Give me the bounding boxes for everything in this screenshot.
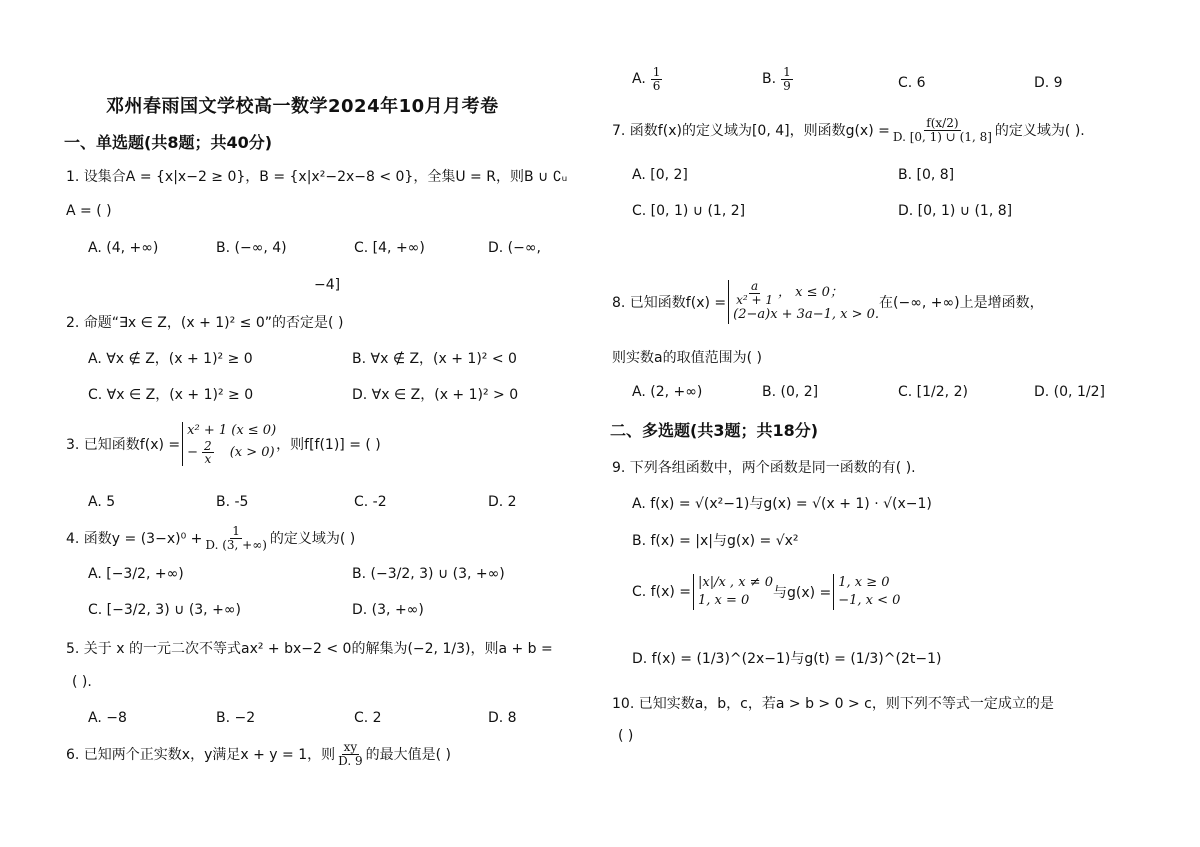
question-9-c-f-piecewise: |x|/x , x ≠ 0 1, x = 0 xyxy=(693,574,773,609)
question-3-suffix: ，则f[f(1)] = ( ) xyxy=(276,437,381,453)
question-1-option-b: B. (−∞, 4) xyxy=(216,240,287,256)
question-6-option-c: C. 6 xyxy=(898,75,926,91)
question-3-case-2-cond: (x > 0) xyxy=(229,444,275,460)
question-3-case-2-den: x xyxy=(204,452,212,467)
question-7-suffix: 的定义域为( ). xyxy=(994,123,1085,139)
question-8-suffix: 在(−∞, +∞)上是增函数， xyxy=(879,295,1044,311)
question-4-option-b: B. (−3/2, 3) ∪ (3, +∞) xyxy=(352,566,505,582)
question-5-option-b: B. −2 xyxy=(216,710,256,726)
question-7-stem xyxy=(612,108,1085,152)
question-1-option-d-cont: −4] xyxy=(314,277,341,293)
question-7-den: D. [0, 1) ∪ (1, 8] xyxy=(892,129,992,144)
question-9-option-d: D. f(x) = (1/3)^(2x−1)与g(t) = (1/3)^(2t−1) xyxy=(632,651,942,667)
question-8-prefix: 8. 已知函数f(x) = xyxy=(612,295,727,311)
question-4-option-d: D. (3, +∞) xyxy=(352,602,424,618)
question-7-option-a: A. [0, 2] xyxy=(632,167,688,183)
question-1-option-a: A. (4, +∞) xyxy=(88,240,159,256)
question-6-prefix: 6. 已知两个正实数x，y满足x + y = 1，则 xyxy=(66,747,336,763)
question-9-option-b: B. f(x) = |x|与g(x) = √x² xyxy=(632,533,799,549)
question-3-case-1: x² + 1 (x ≤ 0) xyxy=(187,423,277,439)
question-2-stem: 2. 命题“∃x ∈ Z，(x + 1)² ≤ 0”的否定是( ) xyxy=(66,315,344,331)
question-9-option-a: A. f(x) = √(x²−1)与g(x) = √(x + 1) · √(x−1) xyxy=(632,496,932,512)
question-3-option-d: D. 2 xyxy=(488,494,517,510)
question-1-stem: 1. 设集合A = {x|x−2 ≥ 0}，B = {x|x²−2x−8 < 0}，全集U = R，则B ∪ ∁ᵤ xyxy=(66,169,568,185)
section-heading-single-choice: 一、单选题(共8题；共40分) xyxy=(64,133,273,152)
question-6-suffix: 的最大值是( ) xyxy=(365,747,451,763)
question-4-prefix: 4. 函数y = (3−x)⁰ + xyxy=(66,531,203,547)
question-8-stem-cont: 则实数a的取值范围为( ) xyxy=(612,350,762,366)
question-3-option-c: C. -2 xyxy=(354,494,387,510)
question-7-option-d: D. [0, 1) ∪ (1, 8] xyxy=(898,203,1013,219)
question-2-option-b: B. ∀x ∉ Z，(x + 1)² < 0 xyxy=(352,351,517,367)
question-5-option-c: C. 2 xyxy=(354,710,382,726)
question-1-option-d: D. (−∞, xyxy=(488,240,541,256)
question-5-option-d: D. 8 xyxy=(488,710,517,726)
question-3-case-2-num: 2 xyxy=(204,438,212,453)
question-8-stem xyxy=(612,270,1044,334)
page-title: 邓州春雨国文学校高一数学2024年10月月考卷 xyxy=(106,96,499,117)
question-7-option-b: B. [0, 8] xyxy=(898,167,955,183)
question-4-option-a: A. [−3/2, +∞) xyxy=(88,566,184,582)
question-5-option-a: A. −8 xyxy=(88,710,127,726)
question-1-stem-cont: A = ( ) xyxy=(66,203,112,219)
question-6-option-b: B. $\frac{1}{9}$ xyxy=(762,65,791,93)
question-6-option-d: D. 9 xyxy=(1034,75,1063,91)
question-2-option-c: C. ∀x ∈ Z，(x + 1)² ≥ 0 xyxy=(88,387,254,403)
question-2-option-a: A. ∀x ∉ Z，(x + 1)² ≥ 0 xyxy=(88,351,253,367)
question-4-option-c: C. [−3/2, 3) ∪ (3, +∞) xyxy=(88,602,241,618)
question-7-prefix: 7. 函数f(x)的定义域为[0, 4]，则函数g(x) = xyxy=(612,123,890,139)
question-8-piecewise xyxy=(728,280,879,324)
question-8-option-d: D. (0, 1/2] xyxy=(1034,384,1105,400)
question-3-stem xyxy=(66,416,381,472)
section-heading-multi-choice: 二、多选题(共3题；共18分) xyxy=(610,421,819,440)
question-7-num: f(x/2) xyxy=(926,115,959,130)
question-8-case-1-cond: ， x ≤ 0； xyxy=(778,285,843,301)
question-6-option-a: A. $\frac{1}{6}$ xyxy=(632,65,661,93)
question-3-option-a: A. 5 xyxy=(88,494,116,510)
question-8-case-2: (2−a)x + 3a−1, x > 0. xyxy=(733,307,880,323)
question-10-stem-cont: ( ) xyxy=(618,728,634,744)
question-4-suffix: 的定义域为( ) xyxy=(269,531,356,547)
question-8-option-a: A. (2, +∞) xyxy=(632,384,703,400)
question-10-stem: 10. 已知实数a，b，c，若a > b > 0 > c，则下列不等式一定成立的是 xyxy=(612,696,1054,712)
question-3-prefix: 3. 已知函数f(x) = xyxy=(66,437,181,453)
question-7-option-c: C. [0, 1) ∪ (1, 2] xyxy=(632,203,746,219)
question-1-option-c: C. [4, +∞) xyxy=(354,240,425,256)
question-5-stem: 5. 关于 x 的一元二次不等式ax² + bx−2 < 0的解集为(−2, 1/3)，则a + b = xyxy=(66,641,553,657)
question-8-option-b: B. (0, 2] xyxy=(762,384,819,400)
question-6-den: D. 9 xyxy=(338,753,363,768)
question-3-case-2-sign: − xyxy=(187,444,199,460)
question-6-stem xyxy=(66,735,451,773)
question-8-option-c: C. [1/2, 2) xyxy=(898,384,968,400)
question-9-stem: 9. 下列各组函数中，两个函数是同一函数的有( ). xyxy=(612,460,916,476)
question-8-case-1-num: a xyxy=(751,279,759,294)
question-9-option-c: C. f(x) = |x|/x , x ≠ 0 1, x = 0 与g(x) = 1, x ≥ 0 −1, x < 0 xyxy=(632,575,901,608)
question-2-option-d: D. ∀x ∈ Z，(x + 1)² > 0 xyxy=(352,387,519,403)
question-5-stem-cont: ( ). xyxy=(72,674,92,690)
question-3-option-b: B. -5 xyxy=(216,494,249,510)
question-9-c-g-piecewise: 1, x ≥ 0 −1, x < 0 xyxy=(833,574,900,609)
question-6-num: xy xyxy=(343,739,358,754)
question-4-num: 1 xyxy=(232,523,240,538)
question-4-den: D. (3, +∞) xyxy=(205,537,267,552)
question-3-piecewise xyxy=(182,422,276,466)
question-4-stem xyxy=(66,520,355,556)
question-8-case-1-den: x² + 1 xyxy=(736,292,774,307)
